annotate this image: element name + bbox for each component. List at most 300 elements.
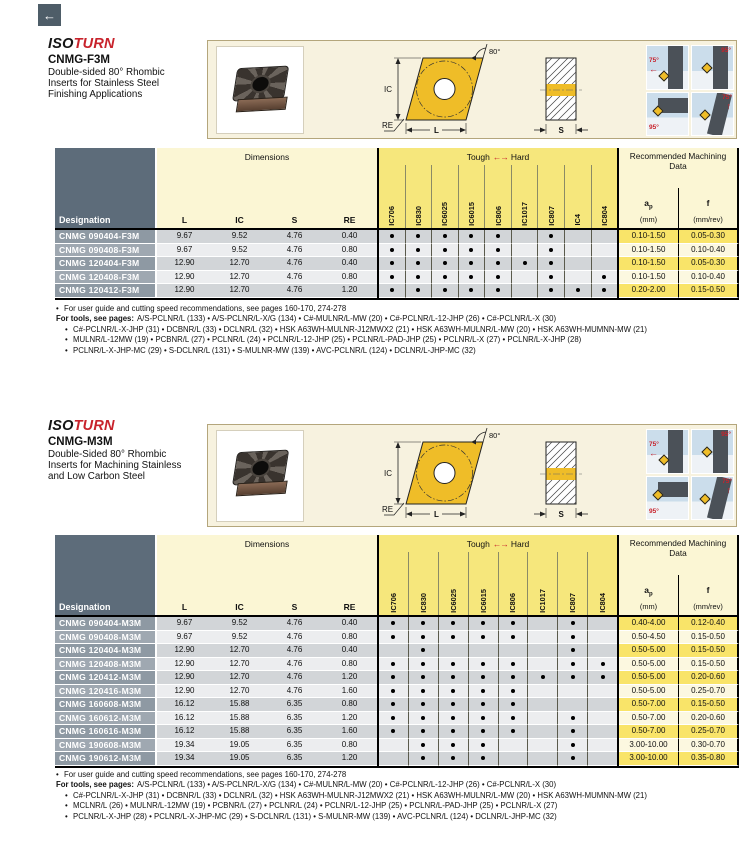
grade-availability-cell — [564, 284, 591, 298]
ap-cell: 3.00-10.00 — [619, 739, 678, 753]
grade-dot — [549, 248, 553, 252]
grade-dot — [481, 716, 485, 720]
grade-dot — [421, 635, 425, 639]
grade-availability-cell — [408, 644, 438, 658]
tough-hard-scale — [379, 152, 617, 162]
grade-name: IC830 — [418, 593, 428, 613]
grade-availability-cell — [498, 644, 528, 658]
f-cell: 0.15-0.50 — [678, 284, 739, 298]
footnote-text: C#-PCLNR/L-X-JHP (31) • DCBNR/L (33) • DCLNR/L (32) • HSK A63WH-MULNR-J12MWX2 (21) • HSK A63WH-MULNR/L-MW (20) • HSK A63WH-MUMNN-MW (21) — [73, 324, 647, 334]
ap-cell: 0.10-1.50 — [619, 257, 678, 271]
dimensions-title: Dimensions — [244, 152, 290, 162]
grade-availability-cell — [468, 725, 498, 739]
grade-dot — [443, 248, 447, 252]
designation-cell: CNMG 190612-M3M — [55, 752, 157, 766]
ap-cell: 0.50-7.00 — [619, 698, 678, 712]
grade-availability-cell — [468, 712, 498, 726]
grade-name: IC807 — [546, 206, 556, 226]
grade-dot — [481, 756, 485, 760]
toolholder-thumbnail — [691, 476, 734, 521]
grade-dot — [601, 662, 605, 666]
grade-availability-cell — [557, 725, 587, 739]
approach-angle-label: 95° — [721, 47, 731, 54]
grade-availability-cell — [408, 698, 438, 712]
grade-availability-cell — [438, 631, 468, 645]
f-cell: 0.35-0.80 — [678, 752, 739, 766]
f-unit: (mm/rev) — [693, 215, 723, 224]
grade-availability-cell — [587, 617, 617, 631]
footnotes — [56, 304, 647, 356]
dimension-cell: 1.20 — [322, 712, 377, 726]
dimension-cell: 15.88 — [212, 725, 267, 739]
dimension-cell: 9.67 — [157, 631, 212, 645]
grade-availability-cell — [557, 644, 587, 658]
ap-unit: (mm) — [639, 602, 658, 611]
s-label: S — [558, 126, 564, 135]
grade-availability-cell — [511, 230, 538, 244]
ap-cell: 0.50-7.00 — [619, 712, 678, 726]
dimension-cell: 1.60 — [322, 725, 377, 739]
grade-availability-cell — [498, 617, 528, 631]
grade-cells — [377, 698, 619, 712]
grade-availability-cell — [587, 752, 617, 766]
insert-dimension-drawing — [380, 44, 610, 136]
dimension-cell: 12.90 — [157, 644, 212, 658]
grade-availability-cell — [498, 712, 528, 726]
ic-label: IC — [384, 85, 392, 94]
footnote-text: A/S-PCLNR/L (133) • A/S-PCLNR/L-X/G (134) • C#-MULNR/L-MW (20) • C#-PCLNR/L-12-JHP (26) • C#-PCLNR/L-X (30) — [137, 314, 557, 324]
grade-availability-cell — [379, 739, 408, 753]
grade-dot — [576, 288, 580, 292]
f-cell: 0.15-0.50 — [678, 644, 739, 658]
grade-dot — [451, 662, 455, 666]
insert-hole — [251, 460, 269, 475]
ap-unit: (mm) — [639, 215, 658, 224]
grade-availability-cell — [379, 685, 408, 699]
grade-dot — [523, 261, 527, 265]
grade-availability-cell — [498, 698, 528, 712]
ap-cell: 0.50-5.00 — [619, 644, 678, 658]
grade-availability-cell — [511, 284, 538, 298]
grade-availability-cell — [438, 739, 468, 753]
grade-name: IC806 — [508, 593, 518, 613]
dimension-cell: 12.70 — [212, 685, 267, 699]
grade-availability-cell — [484, 244, 511, 258]
grade-availability-cell — [379, 284, 405, 298]
dimension-cell: 0.80 — [322, 739, 377, 753]
grade-dot — [451, 716, 455, 720]
table-row — [55, 752, 739, 766]
dimension-column-label: IC — [235, 602, 244, 612]
table-row — [55, 617, 739, 631]
ap-cell: 0.10-1.50 — [619, 271, 678, 285]
grade-dot — [571, 743, 575, 747]
bullet-icon: • — [65, 324, 68, 334]
grade-availability-cell — [557, 752, 587, 766]
ap-cell: 0.50-5.00 — [619, 671, 678, 685]
toolholder-thumbnail — [646, 476, 689, 521]
dimension-cell: 1.20 — [322, 671, 377, 685]
footnote-line — [56, 780, 647, 790]
f-cell: 0.05-0.30 — [678, 257, 739, 271]
grade-availability-cell — [431, 257, 458, 271]
grade-availability-cell — [587, 631, 617, 645]
grade-availability-cell — [587, 725, 617, 739]
grade-dot — [571, 756, 575, 760]
dimension-cell: 12.90 — [157, 671, 212, 685]
grade-availability-cell — [405, 257, 432, 271]
grade-column-label — [379, 552, 408, 615]
dimension-column-label: L — [181, 602, 188, 612]
grade-availability-cell — [557, 671, 587, 685]
dimension-cell: 0.80 — [322, 658, 377, 672]
grade-cells — [377, 712, 619, 726]
grade-availability-cell — [468, 739, 498, 753]
grade-availability-cell — [468, 698, 498, 712]
grade-dot — [469, 275, 473, 279]
grade-availability-cell — [527, 739, 557, 753]
approach-angle-label: 75° — [649, 441, 659, 448]
grade-dot — [481, 702, 485, 706]
grade-availability-cell — [498, 725, 528, 739]
designation-cell: CNMG 090408-M3M — [55, 631, 157, 645]
dimension-cell: 4.76 — [267, 685, 322, 699]
grade-availability-cell — [557, 685, 587, 699]
designation-cell: CNMG 120408-F3M — [55, 271, 157, 285]
bullet-icon: • — [65, 335, 68, 345]
grade-availability-cell — [498, 658, 528, 672]
grade-dot — [421, 729, 425, 733]
s-label: S — [558, 510, 564, 519]
logo-turn-text: TURN — [73, 36, 115, 52]
dimension-cell: 6.35 — [267, 712, 322, 726]
dimension-cell: 12.70 — [212, 671, 267, 685]
designation-cell: CNMG 190608-M3M — [55, 739, 157, 753]
grade-availability-cell — [527, 644, 557, 658]
grade-availability-cell — [527, 671, 557, 685]
dimension-cell: 1.60 — [322, 685, 377, 699]
grade-availability-cell — [591, 257, 618, 271]
dimension-cell: 4.76 — [267, 257, 322, 271]
bullet-icon: • — [56, 304, 59, 313]
dimension-cell: 12.90 — [157, 257, 212, 271]
designation-header-label: Designation — [59, 215, 111, 225]
dimension-cell: 16.12 — [157, 712, 212, 726]
dimension-cell: 19.34 — [157, 752, 212, 766]
grade-dot — [416, 234, 420, 238]
dimension-cell: 0.80 — [322, 271, 377, 285]
table-row — [55, 685, 739, 699]
dimension-cell: 16.12 — [157, 725, 212, 739]
dimension-cell: 6.35 — [267, 698, 322, 712]
grade-dot — [511, 716, 515, 720]
grade-column-label — [498, 552, 528, 615]
grade-column-label — [511, 165, 538, 228]
grade-availability-cell — [468, 752, 498, 766]
grades-header — [377, 148, 619, 228]
grade-dot — [496, 234, 500, 238]
machining-column-labels — [619, 575, 737, 615]
grade-dot — [602, 275, 606, 279]
grade-availability-cell — [408, 725, 438, 739]
grade-dot — [469, 234, 473, 238]
grade-availability-cell — [587, 644, 617, 658]
grade-availability-cell — [557, 631, 587, 645]
grade-column-label — [587, 552, 617, 615]
description-line: Finishing Applications — [48, 89, 143, 100]
logo-iso-text: ISO — [48, 418, 74, 434]
grade-availability-cell — [379, 752, 408, 766]
dimension-cell: 12.90 — [157, 658, 212, 672]
grade-name: IC706 — [388, 593, 398, 613]
toolholder-thumbnail — [691, 92, 734, 137]
grade-dot — [571, 648, 575, 652]
grade-dot — [571, 716, 575, 720]
table-row — [55, 631, 739, 645]
table-body — [55, 617, 739, 768]
f-cell: 0.25-0.70 — [678, 685, 739, 699]
grade-name: IC706 — [387, 206, 397, 226]
grade-dot — [481, 729, 485, 733]
toolholder-thumbnail — [691, 45, 734, 90]
dimension-cell: 9.52 — [212, 617, 267, 631]
grade-availability-cell — [379, 658, 408, 672]
dimension-column-label: IC — [235, 215, 244, 225]
grade-availability-cell — [527, 752, 557, 766]
grade-availability-cell — [564, 271, 591, 285]
grade-availability-cell — [408, 617, 438, 631]
dimension-column-label: RE — [343, 602, 356, 612]
grade-dot — [469, 248, 473, 252]
description-line: Double-Sided 80° Rhombic — [48, 449, 167, 460]
grade-availability-cell — [591, 271, 618, 285]
ic-label: IC — [384, 469, 392, 478]
grade-availability-cell — [408, 658, 438, 672]
grade-availability-cell — [557, 739, 587, 753]
grade-dot — [421, 662, 425, 666]
grade-availability-cell — [468, 644, 498, 658]
grade-availability-cell — [379, 698, 408, 712]
dimension-column-label: S — [291, 602, 298, 612]
dimension-cell: 1.20 — [322, 752, 377, 766]
grade-name: IC804 — [599, 206, 609, 226]
back-button[interactable] — [38, 4, 61, 26]
ap-cell: 3.00-10.00 — [619, 752, 678, 766]
grade-availability-cell — [484, 257, 511, 271]
grade-dot — [391, 689, 395, 693]
section-description — [48, 449, 181, 482]
footnote-text: PCLNR/L-X-JHP (28) • PCLNR/L-X-JHP-MC (29) • S-DCLNR/L (131) • S-MULNR-MW (139) • AVC-PCLNR/L (124) • DCLNR/L-JHP-MC (32) — [73, 811, 557, 821]
grade-availability-cell — [468, 671, 498, 685]
grade-availability-cell — [431, 244, 458, 258]
dimension-cell: 12.70 — [212, 284, 267, 298]
re-label: RE — [382, 121, 394, 130]
footnote-text: A/S-PCLNR/L (133) • A/S-PCLNR/L-X/G (134) • C#-MULNR/L-MW (20) • C#-PCLNR/L-12-JHP (26) • C#-PCLNR/L-X (30) — [137, 780, 557, 790]
grade-dot — [416, 261, 420, 265]
toolholder-thumbnail — [646, 92, 689, 137]
toolholder-thumbnails — [646, 45, 734, 136]
ap-cell: 0.50-5.00 — [619, 685, 678, 699]
dimensions-title: Dimensions — [244, 539, 290, 549]
grade-dot — [571, 662, 575, 666]
grade-availability-cell — [557, 712, 587, 726]
grade-availability-cell — [484, 230, 511, 244]
dimension-cell: 9.52 — [212, 230, 267, 244]
grade-dot — [481, 635, 485, 639]
tough-label: Tough — [466, 539, 490, 549]
toolholder-icon — [668, 430, 683, 473]
insert-icon — [701, 62, 712, 73]
f-cell: 0.15-0.50 — [678, 658, 739, 672]
grade-cells — [377, 631, 619, 645]
dimension-cell: 12.70 — [212, 658, 267, 672]
toolholder-thumbnails — [646, 429, 734, 520]
f-cell: 0.30-0.70 — [678, 739, 739, 753]
grade-availability-cell — [438, 644, 468, 658]
grade-dot — [571, 729, 575, 733]
bullet-icon: • — [65, 790, 68, 800]
grade-dot — [443, 234, 447, 238]
footnote-line — [56, 314, 647, 324]
grade-availability-cell — [587, 698, 617, 712]
footnote-text: For user guide and cutting speed recommendations, see pages 160-170, 274-278 — [64, 770, 347, 779]
grade-dot — [549, 275, 553, 279]
grade-dot — [481, 743, 485, 747]
table-row — [55, 284, 739, 298]
grade-availability-cell — [405, 230, 432, 244]
grade-dot — [469, 288, 473, 292]
grade-column-label — [431, 165, 458, 228]
table-header — [55, 535, 739, 617]
grade-availability-cell — [408, 739, 438, 753]
f-unit: (mm/rev) — [693, 602, 723, 611]
dimension-cell: 12.90 — [157, 271, 212, 285]
grade-column-label — [484, 165, 511, 228]
grade-availability-cell — [498, 739, 528, 753]
designation-cell: CNMG 120412-F3M — [55, 284, 157, 298]
grade-dot — [511, 689, 515, 693]
dimension-cell: 4.76 — [267, 230, 322, 244]
footnote-prefix: For tools, see pages: — [56, 314, 134, 324]
table-row — [55, 739, 739, 753]
angle-80-label: 80° — [489, 47, 501, 56]
grade-availability-cell — [537, 230, 564, 244]
grade-dot — [511, 702, 515, 706]
dimension-cell: 15.88 — [212, 698, 267, 712]
grade-availability-cell — [379, 244, 405, 258]
grade-column-label — [527, 552, 557, 615]
grade-dot — [451, 743, 455, 747]
dimension-cell: 12.90 — [157, 284, 212, 298]
f-column-header — [678, 188, 737, 228]
grade-dot — [443, 261, 447, 265]
feed-direction-arrow-icon: ← — [649, 448, 658, 458]
grade-cells — [377, 671, 619, 685]
grade-availability-cell — [438, 698, 468, 712]
dimension-cell: 6.35 — [267, 739, 322, 753]
approach-angle-label: 95° — [649, 124, 659, 131]
footnote-text: C#-PCLNR/L-X-JHP (31) • DCBNR/L (33) • DCLNR/L (32) • HSK A63WH-MULNR-J12MWX2 (21) • HSK A63WH-MULNR/L-MW (20) • HSK A63WH-MUMNN-MW (21) — [73, 790, 647, 800]
table-header — [55, 148, 739, 230]
insert-photo — [216, 46, 304, 134]
l-label: L — [434, 126, 439, 135]
grade-name: IC6015 — [478, 589, 488, 613]
grade-dot — [511, 675, 515, 679]
ap-cell: 0.50-7.00 — [619, 725, 678, 739]
f-cell: 0.15-0.50 — [678, 698, 739, 712]
catalog-section — [0, 36, 739, 382]
grade-availability-cell — [408, 631, 438, 645]
grade-cells — [377, 617, 619, 631]
toolholder-thumbnail — [691, 429, 734, 474]
grade-availability-cell — [527, 658, 557, 672]
grade-name: IC1017 — [520, 202, 530, 226]
section-description — [48, 67, 165, 100]
dimension-column-label: S — [291, 215, 298, 225]
grade-cells — [377, 752, 619, 766]
grade-availability-cell — [438, 658, 468, 672]
dimension-cell: 4.76 — [267, 671, 322, 685]
grade-dot — [481, 689, 485, 693]
designation-header — [55, 535, 157, 615]
grade-dot — [391, 702, 395, 706]
grade-availability-cell — [527, 725, 557, 739]
grade-availability-cell — [527, 698, 557, 712]
grade-dot — [601, 675, 605, 679]
grade-dot — [451, 621, 455, 625]
grade-dot — [443, 288, 447, 292]
ap-column-header — [619, 188, 678, 228]
grade-name: IC1017 — [538, 589, 548, 613]
grade-dot — [416, 275, 420, 279]
grade-dot — [511, 621, 515, 625]
footnote-text: MULNR/L-12MW (19) • PCBNR/L (27) • PCLNR/L (24) • PCLNR/L-12-JHP (25) • PCLNR/L-PAD-JHP (25) • PCLNR/L-X (27) • PCLNR/L-X-JHP (28) — [73, 335, 582, 345]
description-line: and Low Carbon Steel — [48, 471, 145, 482]
grade-dot — [390, 234, 394, 238]
dimension-cell: 0.40 — [322, 230, 377, 244]
grade-dot — [391, 675, 395, 679]
f-symbol: f — [706, 585, 710, 595]
grade-cells — [377, 244, 619, 258]
isoturn-logo — [48, 418, 115, 434]
grade-availability-cell — [591, 244, 618, 258]
dimension-cell: 19.05 — [212, 739, 267, 753]
grade-cells — [377, 725, 619, 739]
grade-column-label — [557, 552, 587, 615]
insert-dimension-drawing — [380, 428, 610, 520]
grade-availability-cell — [458, 230, 485, 244]
dimension-cell: 4.76 — [267, 644, 322, 658]
feed-direction-arrow-icon: ↑ — [726, 100, 731, 111]
grade-dot — [451, 756, 455, 760]
grade-cells — [377, 257, 619, 271]
grade-dot — [602, 288, 606, 292]
grade-availability-cell — [498, 685, 528, 699]
grade-availability-cell — [379, 257, 405, 271]
grade-availability-cell — [408, 712, 438, 726]
diagram-panel — [207, 424, 737, 527]
grade-dot — [496, 248, 500, 252]
designation-cell: CNMG 120408-M3M — [55, 658, 157, 672]
table-row — [55, 230, 739, 244]
grade-availability-cell — [468, 685, 498, 699]
grade-cells — [377, 685, 619, 699]
grade-availability-cell — [511, 257, 538, 271]
section-title: CNMG-M3M — [48, 436, 113, 448]
grade-dot — [443, 275, 447, 279]
approach-angle-label: 95° — [649, 508, 659, 515]
designation-cell: CNMG 160616-M3M — [55, 725, 157, 739]
